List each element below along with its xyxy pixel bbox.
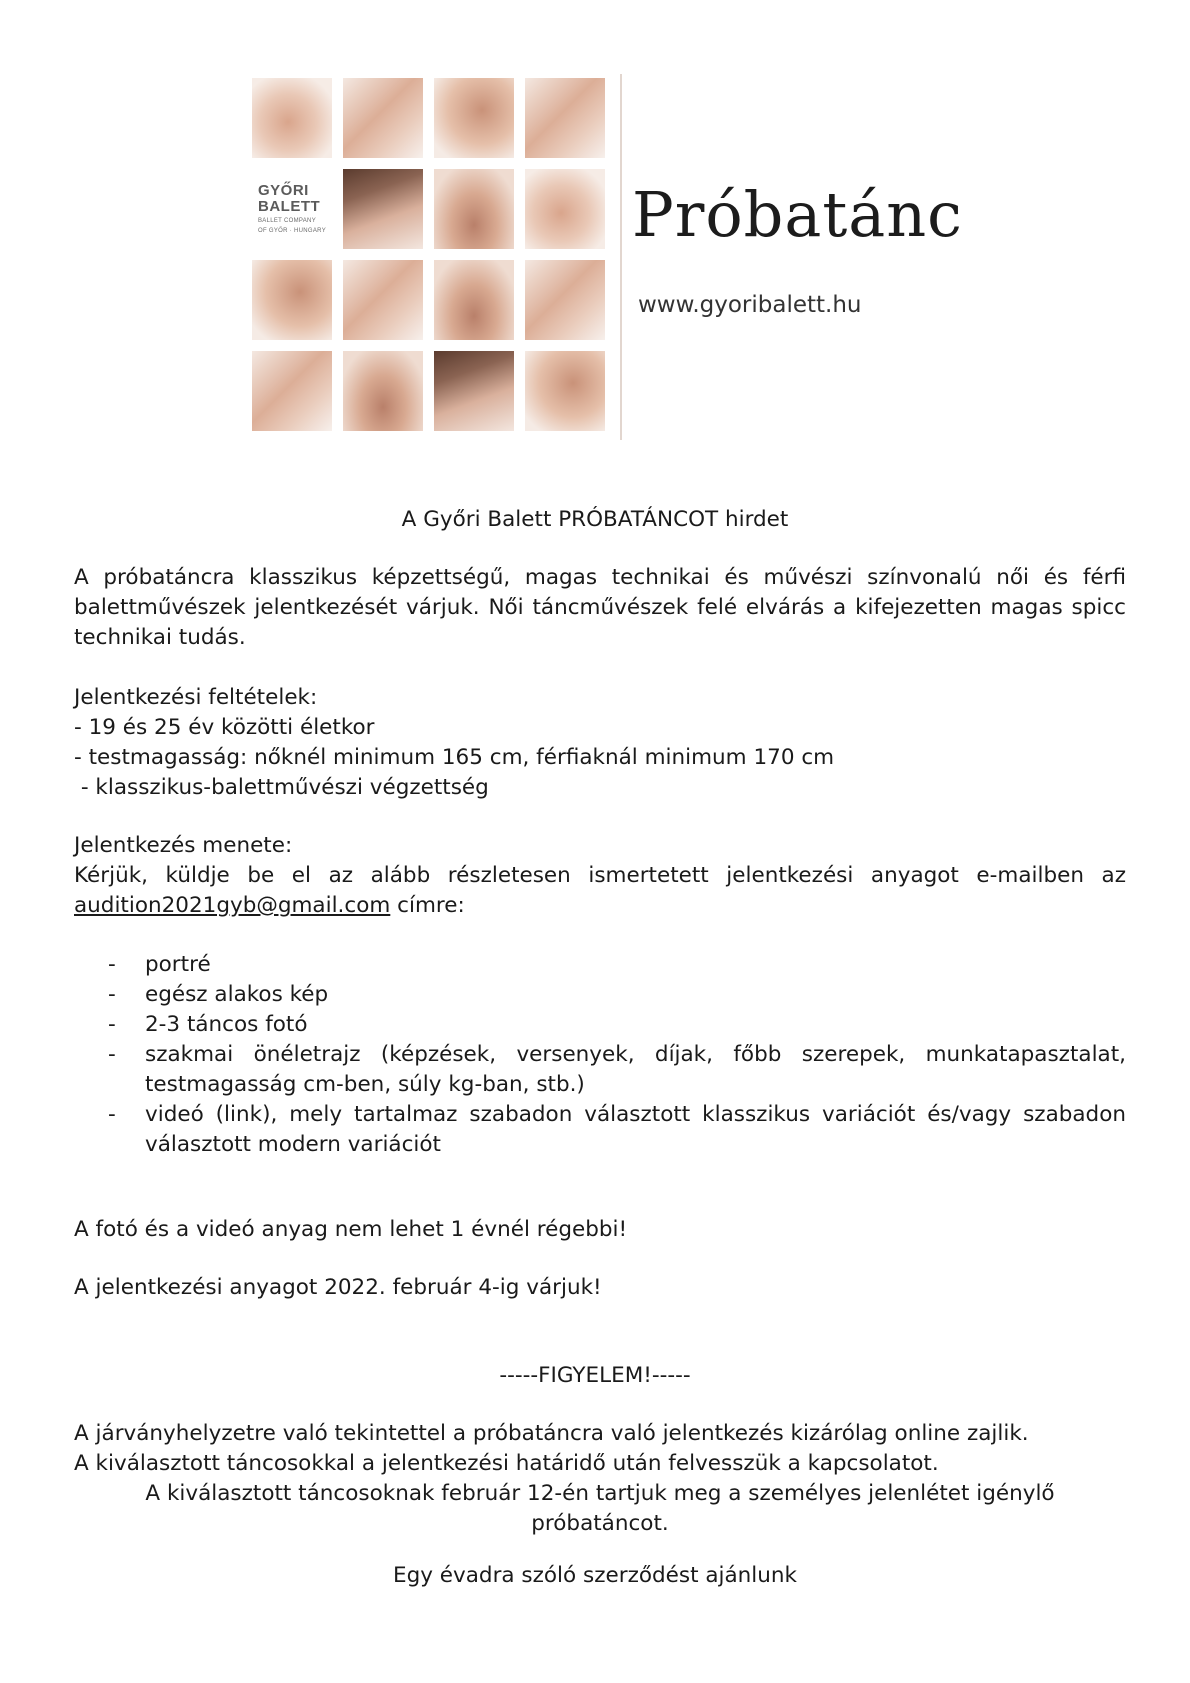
photo-tile (434, 169, 514, 249)
photo-tile (343, 78, 423, 158)
website-url: www.gyoribalett.hu (638, 292, 862, 318)
photo-grid (252, 78, 612, 432)
contract-offer: Egy évadra szóló szerződést ajánlunk (393, 1563, 797, 1588)
list-item (74, 1100, 1126, 1160)
photo-tile (343, 169, 423, 249)
list-item (74, 950, 1126, 980)
brand-sub-line1: BALLET COMPANY (258, 218, 316, 224)
final-notes (74, 1419, 1126, 1539)
condition-item: - testmagasság: nőknél minimum 165 cm, férfiaknál minimum 170 cm (74, 745, 835, 770)
list-item-text: egész alakos kép (145, 982, 329, 1007)
age-note: A fotó és a videó anyag nem lehet 1 évnél régebbi! (74, 1217, 628, 1242)
conditions-title: Jelentkezési feltételek: (74, 685, 318, 710)
application-title: Jelentkezés menete: (74, 833, 293, 858)
bullet-dash: - (108, 952, 116, 977)
photo-tile (525, 351, 605, 431)
list-item (74, 980, 1126, 1010)
application-text-after: címre: (390, 893, 465, 918)
list-item-text: portré (145, 952, 211, 977)
conditions-section (74, 683, 1126, 803)
final-note-line: A járványhelyzetre való tekintettel a próbatáncra való jelentkezés kizárólag online zajlik. (74, 1421, 1029, 1446)
page-title: Próbatánc (632, 178, 963, 251)
bullet-dash: - (108, 982, 116, 1007)
application-section (74, 831, 1126, 921)
list-item (74, 1010, 1126, 1040)
photo-tile (525, 78, 605, 158)
list-item-text: 2-3 táncos fotó (145, 1012, 308, 1037)
photo-tile (343, 260, 423, 340)
application-text (74, 861, 1126, 921)
condition-item: - 19 és 25 év közötti életkor (74, 715, 375, 740)
email-link[interactable]: audition2021gyb@gmail.com (74, 893, 391, 918)
photo-tile (434, 78, 514, 158)
brand-name-line1: GYŐRI (258, 182, 309, 199)
photo-tile (252, 351, 332, 431)
bullet-dash: - (108, 1042, 116, 1067)
photo-tile (525, 169, 605, 249)
list-item-text: szakmai önéletrajz (képzések, versenyek, díjak, főbb szerepek, munkatapasztalat, testmagasság cm-ben, súly kg-ban, stb.) (145, 1042, 1126, 1097)
photo-tile (434, 260, 514, 340)
photo-tile (525, 260, 605, 340)
photo-tile (252, 78, 332, 158)
photo-tile (343, 351, 423, 431)
condition-item: - klasszikus-balettművészi végzettség (74, 775, 489, 800)
requirements-list (74, 950, 1126, 1160)
logo-block (252, 78, 624, 440)
brand-name-line2: BALETT (258, 198, 321, 215)
brand-logo (252, 169, 332, 249)
brand-sub-line2: OF GYŐR · HUNGARY (258, 228, 326, 234)
bullet-dash: - (108, 1102, 116, 1127)
announcement-heading: A Győri Balett PRÓBATÁNCOT hirdet (401, 507, 789, 532)
intro-paragraph: A próbatáncra klasszikus képzettségű, magas technikai és művészi színvonalú női és férfi balettművészek jelentkezését várjuk. Női táncművészek felé elvárás a kifejezetten magas spicc technikai tudás. (74, 565, 1126, 650)
deadline-note: A jelentkezési anyagot 2022. február 4-ig várjuk! (74, 1275, 602, 1300)
list-item-text: videó (link), mely tartalmaz szabadon választott klasszikus variációt és/vagy szabadon választott modern variációt (145, 1102, 1126, 1157)
divider-line (620, 74, 622, 440)
application-text-before: Kérjük, küldje be el az alább részletesen ismertetett jelentkezési anyagot e-mailben az (74, 863, 1126, 888)
final-note-line: A kiválasztott táncosoknak február 12-én tartjuk meg a személyes jelenlétet igénylő próbatáncot. (145, 1481, 1055, 1536)
photo-tile (434, 351, 514, 431)
bullet-dash: - (108, 1012, 116, 1037)
photo-tile (252, 260, 332, 340)
list-item (74, 1040, 1126, 1100)
attention-heading: -----FIGYELEM!----- (499, 1363, 691, 1388)
final-note-line: A kiválasztott táncosokkal a jelentkezési határidő után felvesszük a kapcsolatot. (74, 1451, 939, 1476)
